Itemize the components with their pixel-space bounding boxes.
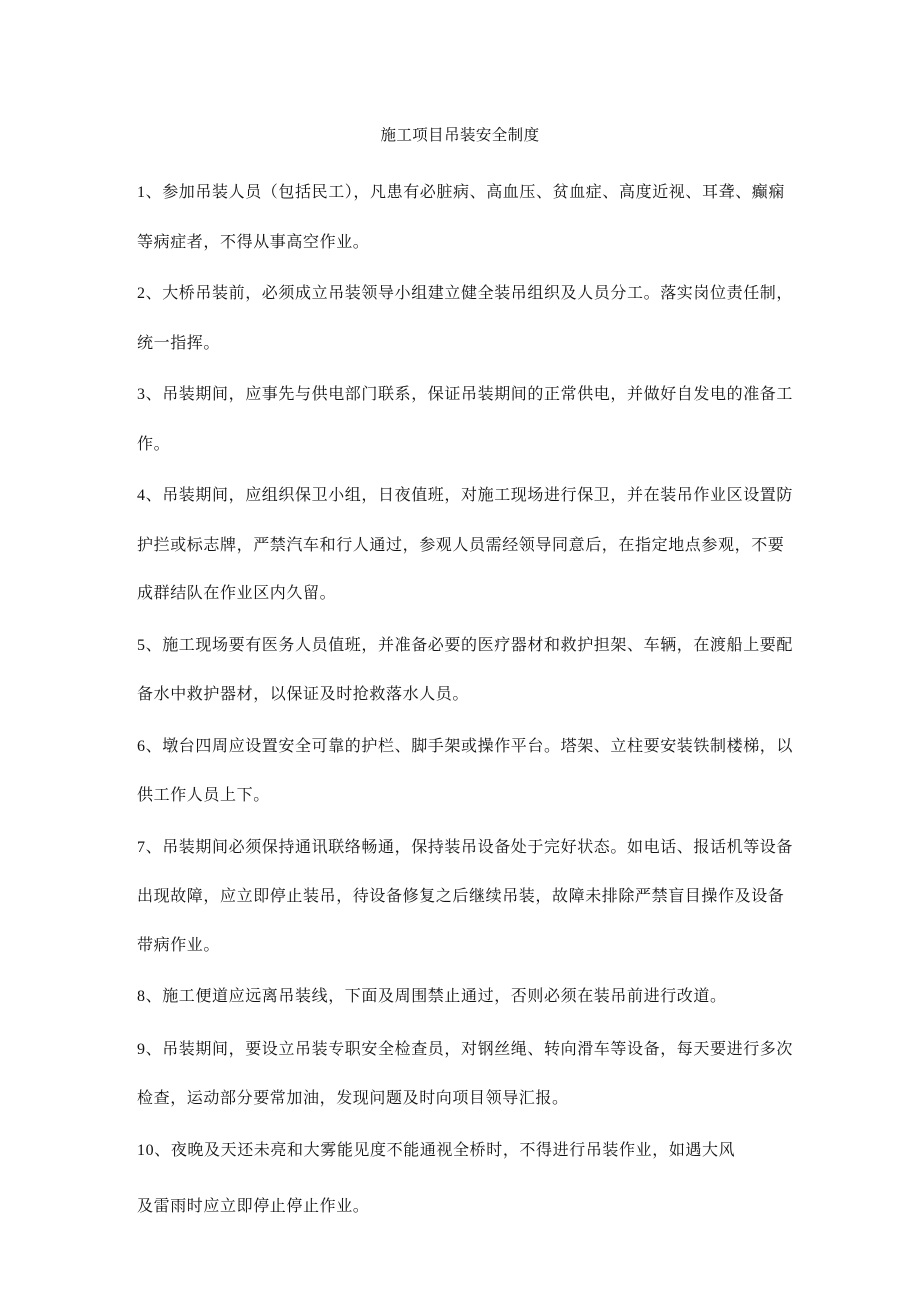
clause-number: 1、 (137, 184, 163, 201)
clause-number: 2、 (137, 285, 163, 302)
clause-text: 施工现场要有医务人员值班，并准备必要的医疗器材和救护担架、车辆，在渡船上要配备水中救护器材，以保证及时抢救落水人员。 (137, 634, 794, 703)
clause-1 (137, 168, 797, 266)
clause-text: 大桥吊装前，必须成立吊装领导小组建立健全装吊组织及人员分工。落实岗位责任制，统一指挥。 (137, 283, 794, 352)
clause-6 (137, 722, 797, 820)
clause-number: 3、 (137, 386, 163, 403)
clause-number: 5、 (137, 636, 163, 654)
clause-text: 吊装期间，应组织保卫小组，日夜值班，对施工现场进行保卫，并在装吊作业区设置防护拦或标志牌，严禁汽车和行人通过，参观人员需经领导同意后，在指定地点参观，不要成群结队在作业区内久留。 (137, 485, 794, 602)
clause-9 (137, 1025, 797, 1123)
clause-text: 吊装期间必须保持通讯联络畅通，保持装吊设备处于完好状态。如电话、报话机等设备出现故障，应立即停止装吊，待设备修复之后继续吊装，故障未排除严禁盲目操作及设备带病作业。 (137, 836, 794, 954)
clause-number: 7、 (137, 838, 163, 856)
clause-7 (137, 823, 797, 970)
clause-5 (137, 621, 797, 719)
clause-2 (137, 269, 797, 367)
clause-number: 4、 (137, 487, 163, 504)
clause-text: 夜晚及天还未亮和大雾能见度不能通视全桥时，不得进行吊装作业，如遇大风及雷雨时应立即停止停止作业。 (137, 1139, 736, 1215)
clause-text: 吊装期间，要设立吊装专职安全检查员，对钢丝绳、转向滑车等设备，每天要进行多次检查，运动部分要常加油，发现问题及时向项目领导汇报。 (137, 1038, 794, 1107)
clause-number: 6、 (137, 737, 163, 755)
clause-8 (137, 972, 797, 1022)
clause-number: 8、 (137, 988, 163, 1005)
document-title: 施工项目吊装安全制度 (380, 126, 540, 144)
clause-text: 施工便道应远离吊装线，下面及周围禁止通过，否则必须在装吊前进行改道。 (162, 986, 727, 1005)
clause-text: 吊装期间，应事先与供电部门联系，保证吊装期间的正常供电，并做好自发电的准备工作。 (137, 384, 794, 453)
clause-text: 墩台四周应设置安全可靠的护栏、脚手架或操作平台。塔架、立柱要安装铁制楼梯，以供工作人员上下。 (137, 735, 794, 804)
clause-list (137, 168, 797, 1236)
clause-text: 参加吊装人员（包括民工），凡患有必脏病、高血压、贫血症、高度近视、耳聋、癫痫等病症者，不得从事高空作业。 (137, 182, 786, 251)
clause-10 (137, 1122, 747, 1233)
clause-number: 9、 (137, 1040, 163, 1058)
clause-number: 10、 (137, 1141, 171, 1159)
clause-4 (137, 471, 797, 618)
clause-3 (137, 370, 797, 468)
